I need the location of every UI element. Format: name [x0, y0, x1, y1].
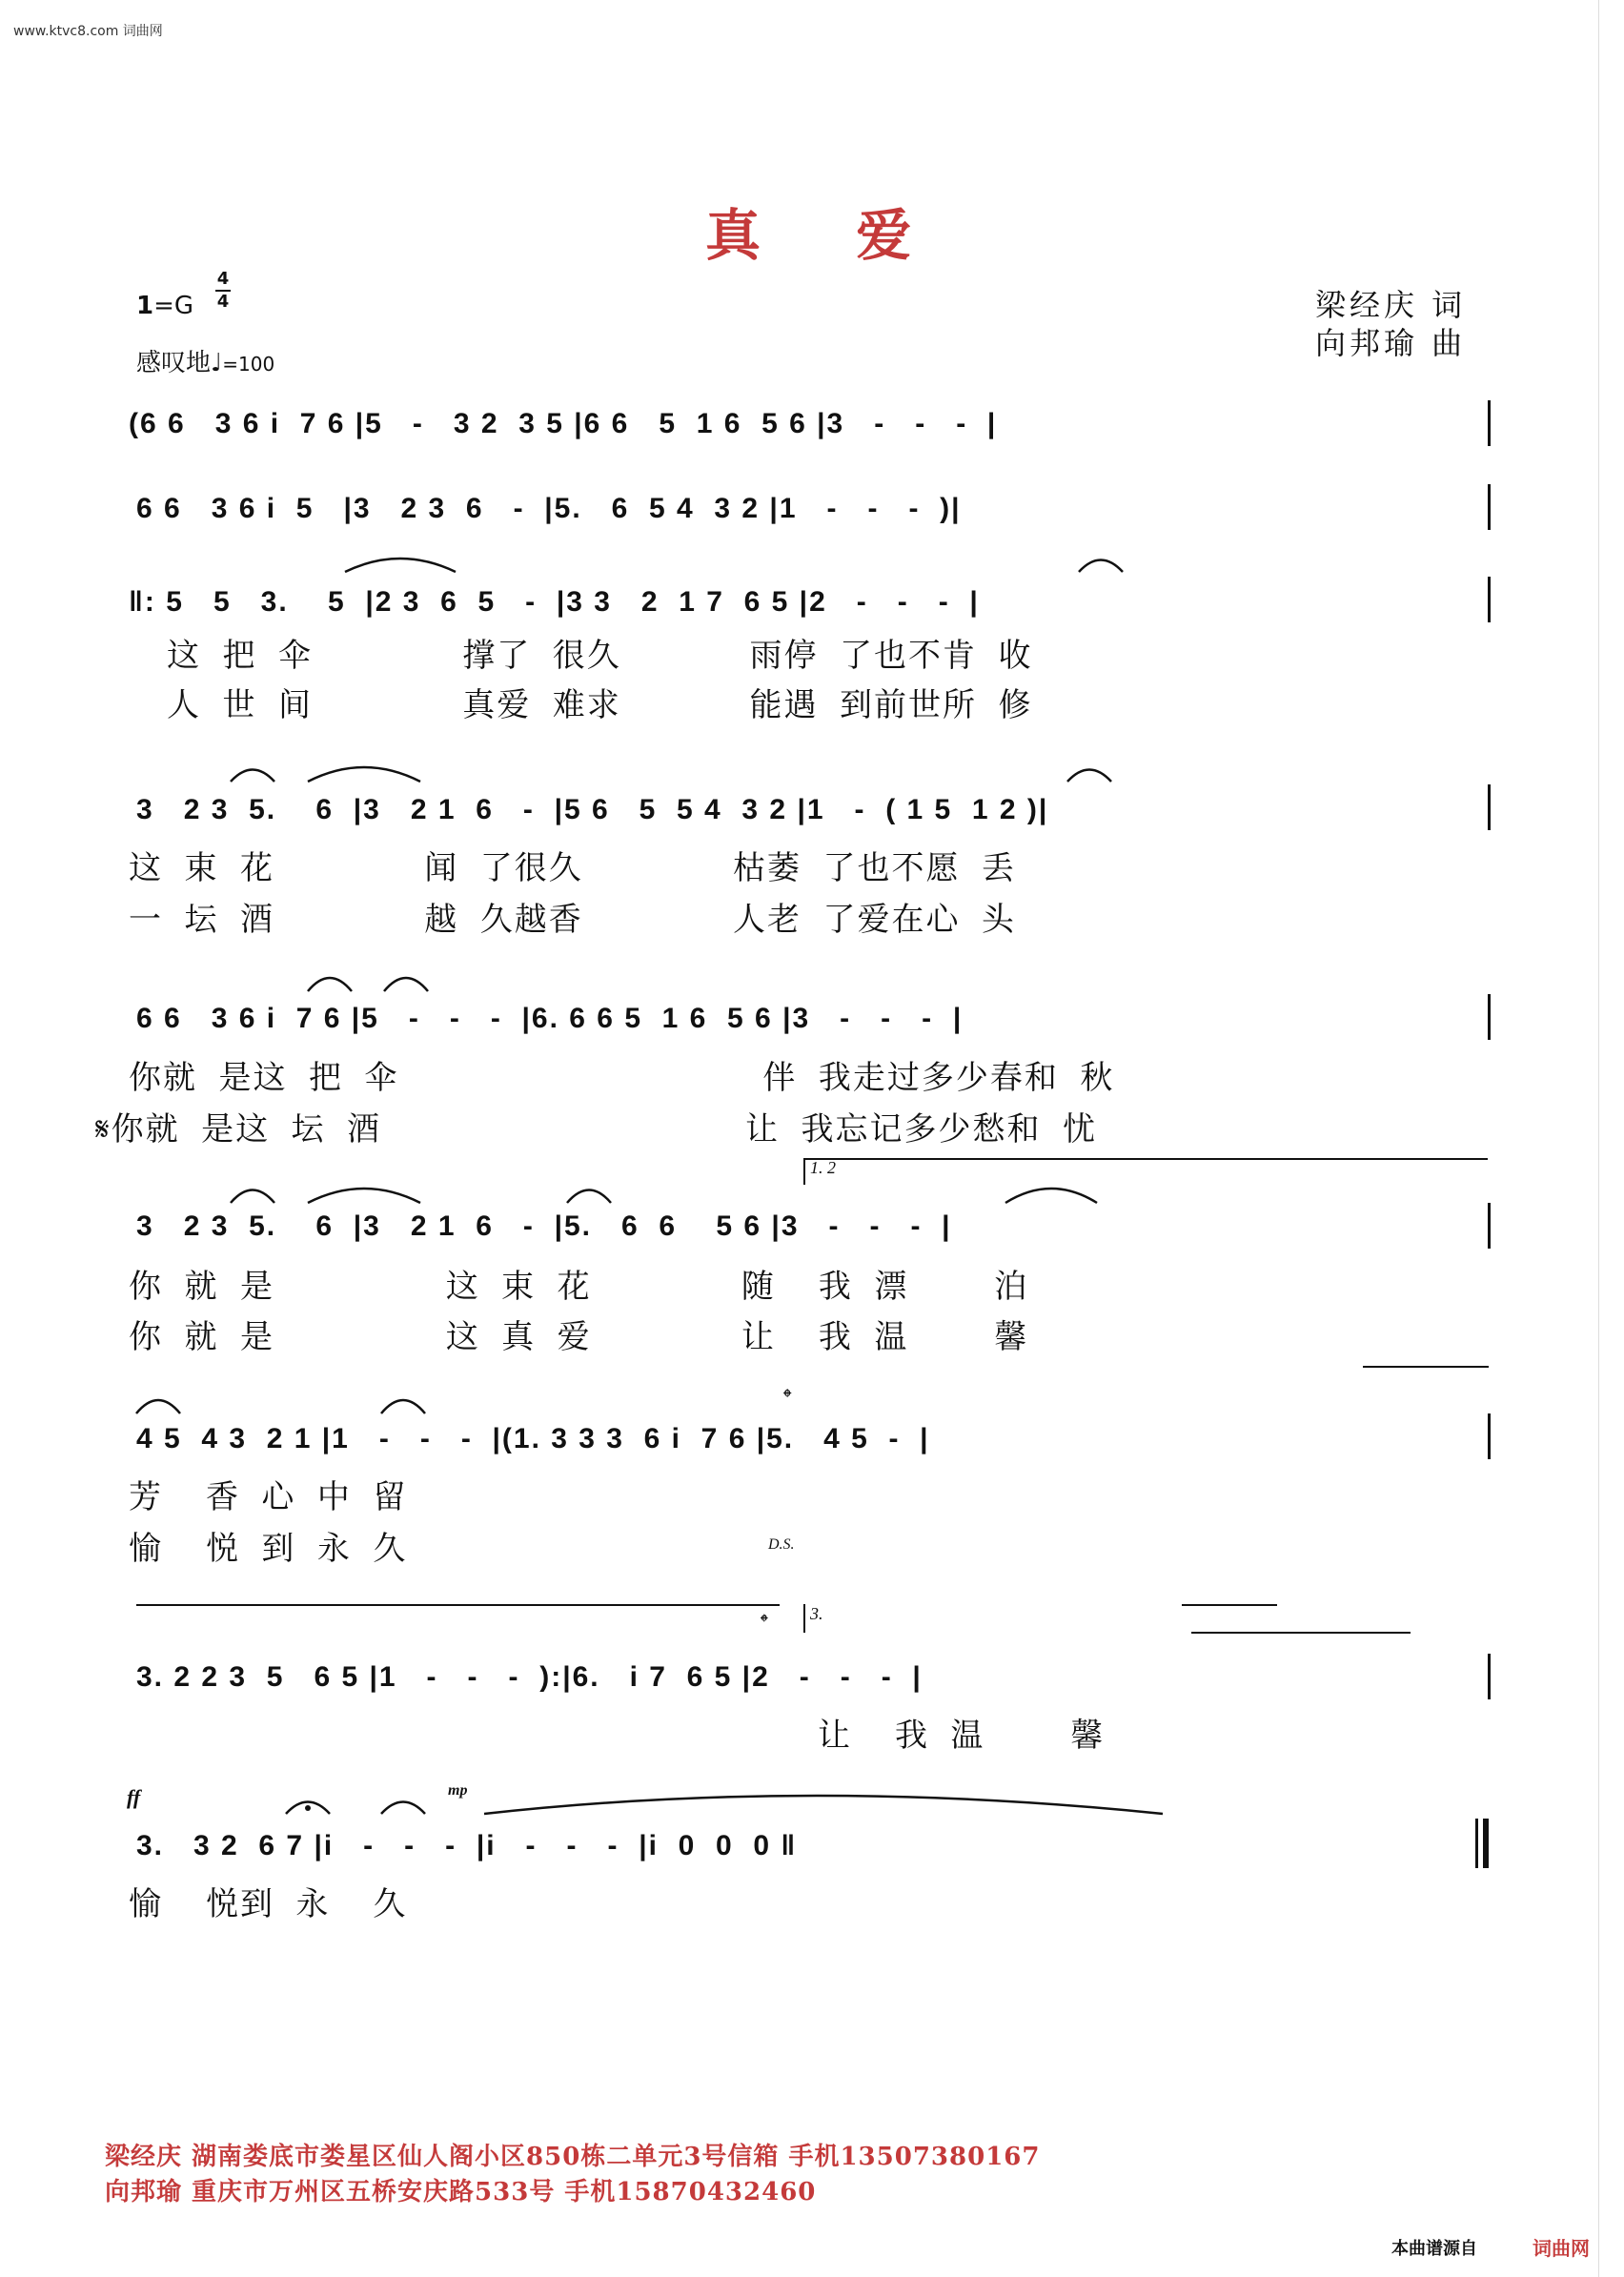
dynamic-ff: ff — [127, 1785, 141, 1809]
lyric-row-5-verse-1: 你就 是这 把 伞 伴 我走过多少春和 秋 — [129, 1059, 1115, 1097]
tie-arc — [1079, 560, 1123, 573]
tie-arc — [1005, 1189, 1097, 1203]
long-tie-arc — [484, 1796, 1163, 1814]
tie-arc — [381, 1400, 425, 1413]
key-signature: 1=G — [136, 292, 194, 320]
footer-source-label: 本曲谱源自 — [1391, 2239, 1477, 2259]
tie-arc — [308, 978, 352, 991]
lyricist-credit: 梁经庆 词 — [1315, 287, 1467, 323]
lyric-row-4-verse-1: 这 束 花 闻 了很久 枯萎 了也不愿 丢 — [129, 849, 1016, 887]
tempo-marking: 感叹地♩=100 — [136, 349, 275, 377]
lyric-row-9: 愉 悦到 永 久 — [129, 1885, 408, 1923]
tie-arc — [381, 1802, 425, 1815]
lyric-row-8: 让 我 温 馨 — [818, 1717, 1106, 1755]
coda-sign-2: 𝄌 — [761, 1611, 768, 1635]
song-title: 真 爱 — [705, 203, 950, 268]
lyric-row-6-verse-1: 你 就 是 这 束 花 随 我 漂 泊 — [129, 1268, 1029, 1306]
score-row-9: 3. 3 2 6 7 |i - - - |i - - - |i 0 0 0 ‖ — [136, 1830, 798, 1861]
score-row-4: 3 2 3 5. 6 |3 2 1 6 - |5 6 5 5 4 3 2 |1 - ( 1 5 1 2 )| — [136, 794, 1049, 825]
tie-arc — [136, 1400, 180, 1413]
score-row-7: 4 5 4 3 2 1 |1 - - - |(1. 3 3 3 6 i 7 6 |5. 4 5 - | — [136, 1423, 930, 1454]
score-row-5: 6 6 3 6 i 7 6 |5 - - - |6. 6 6 5 1 6 5 6 |3 - - - | — [136, 1003, 964, 1034]
lyric-row-3-verse-1: 这 把 伞 撑了 很久 雨停 了也不肯 收 — [167, 637, 1033, 675]
lyric-row-7-verse-1: 芳 香 心 中 留 — [129, 1478, 408, 1516]
tie-arc — [231, 770, 274, 783]
tie-arc — [345, 559, 456, 572]
score-row-1: (6 6 3 6 i 7 6 |5 - 3 2 3 5 |6 6 5 1 6 5 6 |3 - - - | — [129, 408, 998, 439]
tie-arc — [231, 1190, 274, 1204]
site-url: www.ktvc8.com 词曲网 — [13, 24, 163, 39]
score-row-3: ‖: 5 5 3. 5 |2 3 6 5 - |3 3 2 1 7 6 5 |2 - - - | — [129, 586, 980, 618]
contact-composer: 向邦瑜 重庆市万州区五桥安庆路533号 手机15870432460 — [105, 2178, 817, 2206]
lyric-row-5-verse-2: 𝄋你就 是这 坛 酒 让 我忘记多少愁和 忧 — [95, 1110, 1097, 1149]
lyric-row-4-verse-2: 一 坛 酒 越 久越香 人老 了爱在心 头 — [129, 901, 1016, 939]
lyric-row-7-verse-2: 愉 悦 到 永 久 — [129, 1530, 408, 1568]
tie-arc — [308, 767, 420, 782]
volta-label-3: 3. — [810, 1604, 823, 1623]
time-signature: 4 4 — [216, 269, 230, 312]
footer-site-link[interactable]: 词曲网 — [1533, 2237, 1590, 2260]
composer-credit: 向邦瑜 曲 — [1315, 325, 1467, 361]
tie-arc — [384, 978, 428, 991]
score-row-6: 3 2 3 5. 6 |3 2 1 6 - |5. 6 6 5 6 |3 - - - | — [136, 1210, 952, 1242]
contact-lyricist: 梁经庆 湖南娄底市娄星区仙人阁小区850栋二单元3号信箱 手机13507380167 — [105, 2143, 1041, 2171]
tie-arc — [567, 1190, 611, 1204]
tie-arc — [308, 1189, 420, 1203]
tie-arc — [1067, 770, 1111, 783]
lyric-row-3-verse-2: 人 世 间 真爱 难求 能遇 到前世所 修 — [167, 686, 1033, 724]
score-row-8: 3. 2 2 3 5 6 5 |1 - - - ):|6. i 7 6 5 |2 - - - | — [136, 1661, 923, 1693]
dynamic-mp: mp — [448, 1782, 468, 1799]
lyric-row-6-verse-2: 你 就 是 这 真 爱 让 我 温 馨 — [129, 1318, 1029, 1356]
fermata-dot — [305, 1805, 311, 1811]
dal-segno-marker: D.S. — [768, 1536, 795, 1553]
volta-label-1-2: 1. 2 — [810, 1158, 836, 1177]
score-row-2: 6 6 3 6 i 5 |3 2 3 6 - |5. 6 5 4 3 2 |1 - - - )| — [136, 493, 962, 524]
coda-sign-1: 𝄌 — [783, 1384, 792, 1411]
